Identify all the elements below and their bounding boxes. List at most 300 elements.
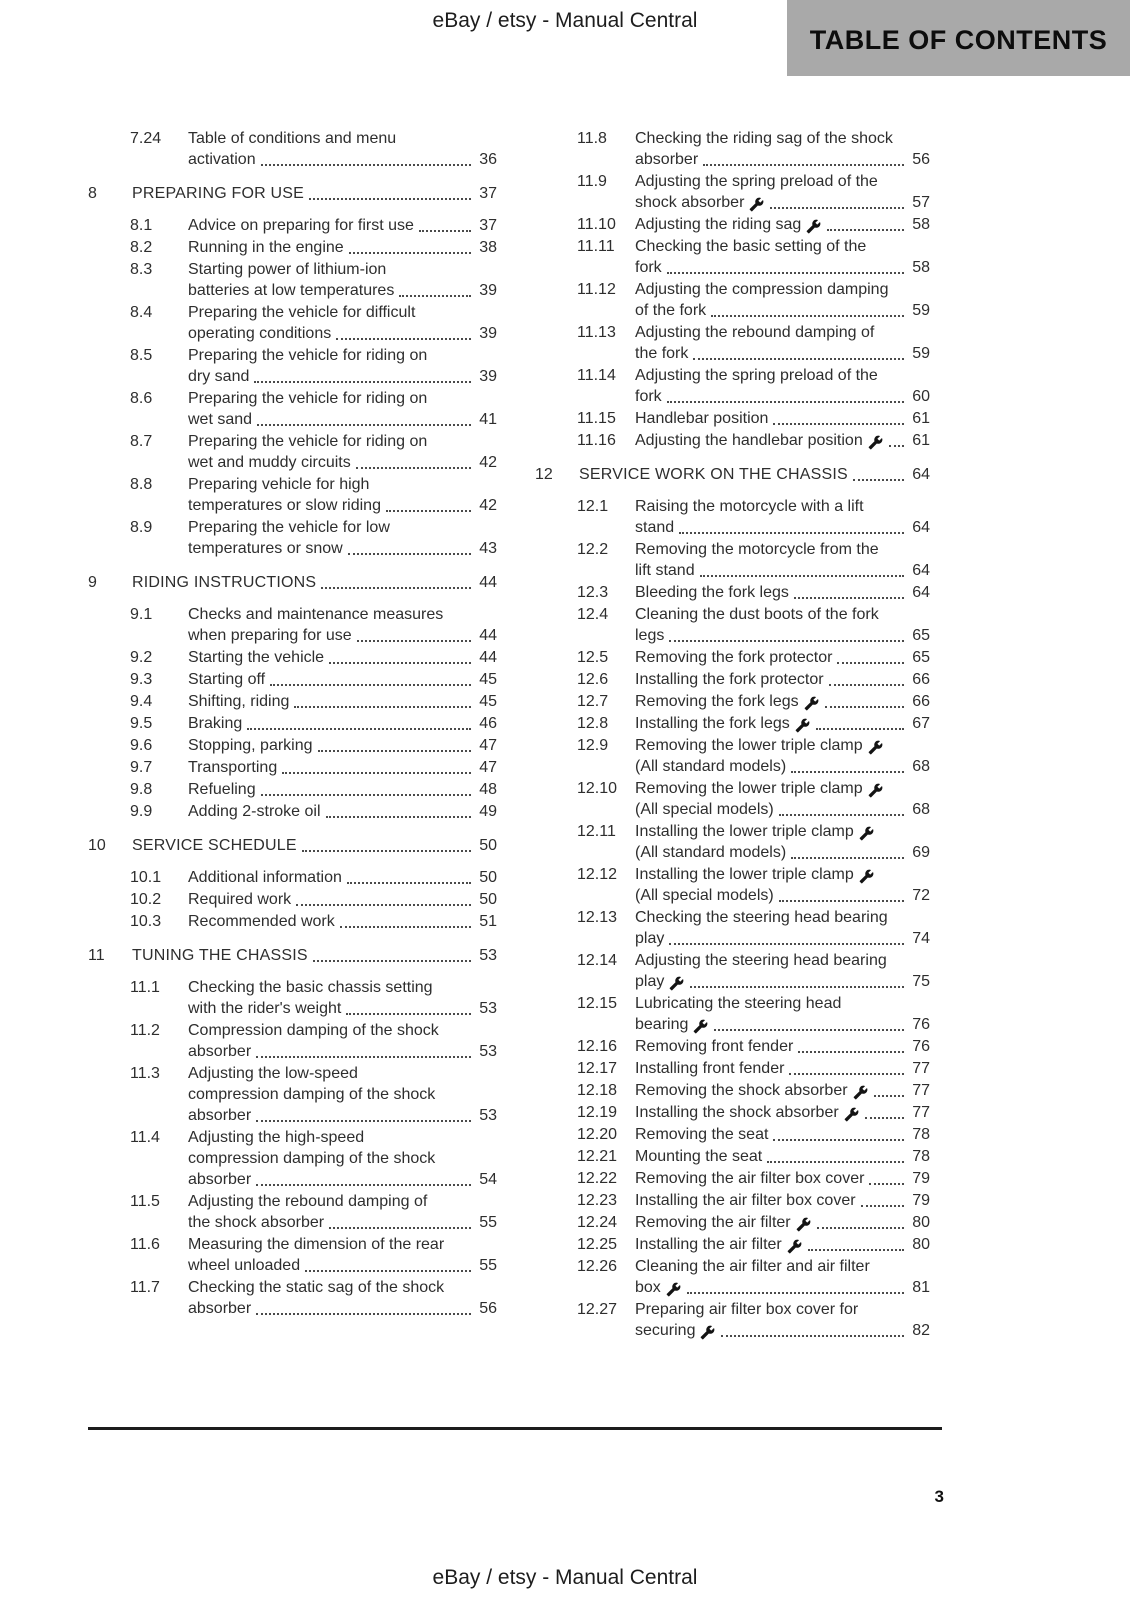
- toc-entry-title: Transporting: [188, 759, 278, 776]
- toc-entry-number: 10.2: [130, 891, 162, 908]
- toc-entry-title: Checking the basic setting of the: [635, 238, 867, 255]
- dot-leader: [669, 640, 904, 642]
- toc-entry-line: [88, 572, 497, 593]
- toc-entry-title: Removing the air filter box cover: [635, 1170, 865, 1187]
- toc-entry-line: [88, 128, 497, 149]
- toc-entry-page: 68: [912, 758, 930, 775]
- dot-leader: [679, 532, 904, 534]
- toc-entry-12.20[interactable]: [535, 1124, 930, 1145]
- dot-leader: [329, 1227, 471, 1229]
- toc-entry-line: [88, 495, 497, 516]
- toc-entry-8[interactable]: [88, 183, 497, 204]
- toc-entry-12.8[interactable]: [535, 713, 930, 734]
- toc-entry-page: 50: [479, 869, 497, 886]
- toc-entry-page: 77: [912, 1060, 930, 1077]
- toc-entry-title: the fork: [635, 345, 689, 362]
- footer-divider: [88, 1427, 942, 1430]
- toc-entry-title: the shock absorber: [188, 1214, 325, 1231]
- toc-entry-title: Adjusting the handlebar position: [635, 432, 863, 449]
- toc-entry-11.14[interactable]: [535, 365, 930, 407]
- toc-entry-number: 9.4: [130, 693, 153, 710]
- toc-entry-page: 38: [479, 239, 497, 256]
- toc-entry-title: Adjusting the riding sag: [635, 216, 802, 233]
- dot-leader: [399, 295, 471, 297]
- wrench-icon: [749, 197, 764, 212]
- toc-entry-11.6[interactable]: [88, 1234, 497, 1276]
- toc-entry-page: 47: [479, 759, 497, 776]
- toc-entry-line: [88, 1277, 497, 1298]
- toc-entry-title: Installing the shock absorber: [635, 1104, 839, 1121]
- toc-entry-line: [535, 365, 930, 386]
- toc-entry-8.6[interactable]: [88, 388, 497, 430]
- toc-entry-number: 9.6: [130, 737, 153, 754]
- toc-entry-10.2[interactable]: [88, 889, 497, 910]
- toc-entry-page: 76: [912, 1016, 930, 1033]
- toc-entry-line: [535, 1102, 930, 1123]
- toc-entry-page: 51: [479, 913, 497, 930]
- dot-leader: [667, 401, 904, 403]
- toc-entry-9.4[interactable]: [88, 691, 497, 712]
- toc-entry-8.9[interactable]: [88, 517, 497, 559]
- toc-entry-number: 10: [88, 837, 106, 854]
- toc-entry-title: Additional information: [188, 869, 342, 886]
- toc-entry-page: 58: [912, 216, 930, 233]
- toc-entry-11.3[interactable]: [88, 1063, 497, 1126]
- toc-entry-line: [88, 259, 497, 280]
- toc-entry-title: Adjusting the spring preload of the: [635, 367, 878, 384]
- toc-entry-page: 65: [912, 649, 930, 666]
- toc-entry-line: [535, 1299, 930, 1320]
- dot-leader: [386, 510, 471, 512]
- toc-entry-12.4[interactable]: [535, 604, 930, 646]
- toc-entry-number: 11.1: [130, 979, 160, 996]
- toc-entry-12.5[interactable]: [535, 647, 930, 668]
- toc-entry-9.6[interactable]: [88, 735, 497, 756]
- toc-entry-11.2[interactable]: [88, 1020, 497, 1062]
- toc-entry-title: Adjusting the low-speed: [188, 1065, 358, 1082]
- toc-entry-title: Braking: [188, 715, 243, 732]
- dot-leader: [356, 467, 471, 469]
- dot-leader: [794, 597, 904, 599]
- dot-leader: [711, 315, 904, 317]
- toc-entry-title: (All standard models): [635, 844, 787, 861]
- toc-entry-number: 10.1: [130, 869, 162, 886]
- toc-entry-title: Advice on preparing for first use: [188, 217, 414, 234]
- toc-entry-12.12[interactable]: [535, 864, 930, 906]
- toc-entry-line: [88, 388, 497, 409]
- toc-entry-page: 53: [479, 947, 497, 964]
- toc-entry-page: 68: [912, 801, 930, 818]
- toc-column-left: [88, 128, 497, 1320]
- toc-entry-8.3[interactable]: [88, 259, 497, 301]
- toc-entry-line: [535, 430, 930, 451]
- dot-leader: [767, 1161, 904, 1163]
- dot-leader: [687, 1292, 904, 1294]
- toc-entry-title: Recommended work: [188, 913, 335, 930]
- toc-entry-12.19[interactable]: [535, 1102, 930, 1123]
- toc-entry-page: 43: [479, 540, 497, 557]
- toc-entry-line: [535, 1146, 930, 1167]
- toc-entry-line: [88, 366, 497, 387]
- toc-entry-number: 11.12: [577, 281, 616, 298]
- toc-entry-title: Cleaning the dust boots of the fork: [635, 606, 879, 623]
- toc-entry-11.12[interactable]: [535, 279, 930, 321]
- toc-entry-page: 47: [479, 737, 497, 754]
- toc-entry-title: absorber: [188, 1043, 252, 1060]
- toc-entry-line: [88, 625, 497, 646]
- toc-entry-number: 11.2: [130, 1022, 160, 1039]
- toc-entry-11[interactable]: [88, 945, 497, 966]
- wrench-icon: [806, 219, 821, 234]
- dot-leader: [347, 882, 471, 884]
- toc-entry-number: 12.2: [577, 541, 609, 558]
- toc-entry-12.13[interactable]: [535, 907, 930, 949]
- toc-entry-line: [88, 647, 497, 668]
- dot-leader: [256, 1184, 471, 1186]
- toc-entry-number: 12.25: [577, 1236, 618, 1253]
- toc-entry-10.1[interactable]: [88, 867, 497, 888]
- toc-entry-title: Preparing vehicle for high: [188, 476, 370, 493]
- toc-entry-line: [535, 560, 930, 581]
- toc-entry-number: 9.1: [130, 606, 153, 623]
- toc-entry-line: [535, 756, 930, 777]
- toc-entry-title: Adding 2-stroke oil: [188, 803, 321, 820]
- toc-entry-title: Installing the fork protector: [635, 671, 824, 688]
- toc-entry-title: Removing the lower triple clamp: [635, 780, 863, 797]
- toc-entry-title: Adjusting the compression damping: [635, 281, 889, 298]
- toc-entry-line: [88, 237, 497, 258]
- dot-leader: [829, 684, 904, 686]
- dot-leader: [808, 1249, 904, 1251]
- toc-entry-number: 12.5: [577, 649, 609, 666]
- toc-entry-title: temperatures or snow: [188, 540, 343, 557]
- toc-entry-12.7[interactable]: [535, 691, 930, 712]
- toc-entry-page: 80: [912, 1214, 930, 1231]
- toc-entry-title: Checks and maintenance measures: [188, 606, 444, 623]
- toc-entry-title: (All special models): [635, 887, 774, 904]
- toc-entry-12.9[interactable]: [535, 735, 930, 777]
- toc-entry-title: Removing the fork legs: [635, 693, 799, 710]
- toc-entry-number: 12.3: [577, 584, 609, 601]
- toc-entry-title: play: [635, 930, 665, 947]
- toc-entry-number: 11.8: [577, 130, 607, 147]
- toc-entry-line: [535, 1080, 930, 1101]
- toc-entry-number: 11.3: [130, 1065, 160, 1082]
- toc-entry-8.8[interactable]: [88, 474, 497, 516]
- toc-entry-8.5[interactable]: [88, 345, 497, 387]
- toc-entry-title: Adjusting the spring preload of the: [635, 173, 878, 190]
- wrench-icon: [859, 869, 874, 884]
- toc-entry-12.27[interactable]: [535, 1299, 930, 1341]
- toc-entry-12.3[interactable]: [535, 582, 930, 603]
- toc-entry-page: 82: [912, 1322, 930, 1339]
- toc-entry-line: [535, 386, 930, 407]
- toc-entry-12.2[interactable]: [535, 539, 930, 581]
- toc-entry-page: 77: [912, 1104, 930, 1121]
- toc-entry-page: 39: [479, 282, 497, 299]
- toc-entry-title: securing: [635, 1322, 696, 1339]
- toc-entry-line: [88, 302, 497, 323]
- toc-entry-11.4[interactable]: [88, 1127, 497, 1190]
- toc-entry-page: 59: [912, 302, 930, 319]
- toc-entry-title: Shifting, riding: [188, 693, 290, 710]
- toc-entry-line: [535, 625, 930, 646]
- toc-entry-title: Removing front fender: [635, 1038, 794, 1055]
- toc-entry-12.1[interactable]: [535, 496, 930, 538]
- page-number: 3: [934, 1487, 944, 1506]
- dot-leader: [346, 1013, 471, 1015]
- toc-entry-page: 60: [912, 388, 930, 405]
- dot-leader: [779, 814, 904, 816]
- toc-entry-page: 53: [479, 1107, 497, 1124]
- toc-entry-12[interactable]: [535, 464, 930, 485]
- toc-entry-12.21[interactable]: [535, 1146, 930, 1167]
- toc-entry-10[interactable]: [88, 835, 497, 856]
- wrench-icon: [859, 826, 874, 841]
- dot-leader: [693, 358, 904, 360]
- toc-entry-page: 79: [912, 1170, 930, 1187]
- toc-entry-12.23[interactable]: [535, 1190, 930, 1211]
- toc-entry-11.7[interactable]: [88, 1277, 497, 1319]
- toc-entry-11.1[interactable]: [88, 977, 497, 1019]
- table-of-contents-banner-label: TABLE OF CONTENTS: [809, 24, 1108, 55]
- toc-entry-12.11[interactable]: [535, 821, 930, 863]
- toc-entry-title: Cleaning the air filter and air filter: [635, 1258, 870, 1275]
- toc-entry-11.11[interactable]: [535, 236, 930, 278]
- toc-entry-9.2[interactable]: [88, 647, 497, 668]
- toc-entry-title: Preparing the vehicle for low: [188, 519, 390, 536]
- toc-entry-12.16[interactable]: [535, 1036, 930, 1057]
- toc-entry-number: 10.3: [130, 913, 162, 930]
- toc-entry-page: 39: [479, 325, 497, 342]
- toc-entry-12.24[interactable]: [535, 1212, 930, 1233]
- toc-entry-11.8[interactable]: [535, 128, 930, 170]
- toc-entry-page: 74: [912, 930, 930, 947]
- toc-entry-line: [535, 408, 930, 429]
- toc-entry-title: Preparing the vehicle for riding on: [188, 390, 428, 407]
- toc-entry-line: [88, 1105, 497, 1126]
- dot-leader: [419, 230, 471, 232]
- toc-entry-line: [88, 1191, 497, 1212]
- toc-entry-9.1[interactable]: [88, 604, 497, 646]
- toc-entry-12.15[interactable]: [535, 993, 930, 1035]
- dot-leader: [256, 1313, 471, 1315]
- toc-entry-line: [88, 1127, 497, 1148]
- toc-entry-8.7[interactable]: [88, 431, 497, 473]
- toc-entry-line: [535, 582, 930, 603]
- toc-entry-page: 69: [912, 844, 930, 861]
- toc-entry-9.7[interactable]: [88, 757, 497, 778]
- wrench-icon: [795, 718, 810, 733]
- toc-entry-title: compression damping of the shock: [188, 1150, 436, 1167]
- toc-entry-title: box: [635, 1279, 661, 1296]
- toc-entry-number: 8: [88, 185, 97, 202]
- dot-leader: [825, 706, 904, 708]
- toc-entry-title: Measuring the dimension of the rear: [188, 1236, 445, 1253]
- toc-entry-8.4[interactable]: [88, 302, 497, 344]
- toc-entry-line: [535, 128, 930, 149]
- dot-leader: [700, 575, 904, 577]
- toc-entry-number: 12.27: [577, 1301, 618, 1318]
- toc-entry-title: Removing the lower triple clamp: [635, 737, 863, 754]
- toc-entry-page: 80: [912, 1236, 930, 1253]
- dot-leader: [305, 1270, 471, 1272]
- toc-entry-title: Starting the vehicle: [188, 649, 325, 666]
- toc-entry-11.16[interactable]: [535, 430, 930, 451]
- toc-entry-line: [535, 907, 930, 928]
- toc-entry-11.13[interactable]: [535, 322, 930, 364]
- toc-entry-line: [535, 971, 930, 992]
- toc-entry-number: 12.10: [577, 780, 618, 797]
- toc-entry-number: 9.7: [130, 759, 153, 776]
- toc-entry-number: 7.24: [130, 130, 162, 147]
- toc-entry-title: batteries at low temperatures: [188, 282, 395, 299]
- toc-entry-title: Bleeding the fork legs: [635, 584, 789, 601]
- toc-entry-line: [535, 1212, 930, 1233]
- toc-entry-title: Checking the steering head bearing: [635, 909, 888, 926]
- toc-entry-line: [535, 496, 930, 517]
- toc-entry-number: 11.4: [130, 1129, 160, 1146]
- toc-entry-11.5[interactable]: [88, 1191, 497, 1233]
- dot-leader: [669, 943, 904, 945]
- dot-leader: [282, 772, 471, 774]
- toc-entry-number: 12.19: [577, 1104, 618, 1121]
- toc-entry-title: fork: [635, 388, 662, 405]
- toc-entry-line: [88, 1148, 497, 1169]
- toc-entry-page: 64: [912, 519, 930, 536]
- toc-entry-number: 8.7: [130, 433, 153, 450]
- toc-entry-title: dry sand: [188, 368, 250, 385]
- toc-entry-12.10[interactable]: [535, 778, 930, 820]
- toc-column-right: [535, 128, 930, 1342]
- toc-entry-9.8[interactable]: [88, 779, 497, 800]
- toc-entry-10.3[interactable]: [88, 911, 497, 932]
- toc-entry-12.17[interactable]: [535, 1058, 930, 1079]
- toc-entry-line: [88, 691, 497, 712]
- toc-entry-9.5[interactable]: [88, 713, 497, 734]
- wrench-icon: [804, 696, 819, 711]
- dot-leader: [329, 662, 471, 664]
- toc-entry-line: [535, 1320, 930, 1341]
- toc-entry-number: 11.7: [130, 1279, 160, 1296]
- toc-entry-line: [535, 669, 930, 690]
- toc-entry-11.9[interactable]: [535, 171, 930, 213]
- toc-entry-page: 67: [912, 715, 930, 732]
- toc-entry-line: [88, 517, 497, 538]
- toc-entry-title: compression damping of the shock: [188, 1086, 436, 1103]
- toc-entry-page: 61: [912, 432, 930, 449]
- table-of-contents-banner: [787, 0, 1130, 76]
- dot-leader: [791, 771, 904, 773]
- toc-entry-title: Adjusting the rebound damping of: [635, 324, 875, 341]
- toc-entry-line: [535, 464, 930, 485]
- toc-entry-title: legs: [635, 627, 665, 644]
- dot-leader: [321, 587, 471, 589]
- toc-entry-number: 12.17: [577, 1060, 618, 1077]
- toc-entry-title: Refueling: [188, 781, 256, 798]
- toc-entry-title: Mounting the seat: [635, 1148, 763, 1165]
- toc-entry-number: 12.9: [577, 737, 609, 754]
- toc-entry-title: Compression damping of the shock: [188, 1022, 439, 1039]
- toc-entry-page: 44: [479, 627, 497, 644]
- toc-entry-line: [88, 1169, 497, 1190]
- wrench-icon: [796, 1217, 811, 1232]
- toc-entry-9.3[interactable]: [88, 669, 497, 690]
- toc-entry-page: 61: [912, 410, 930, 427]
- toc-entry-12.18[interactable]: [535, 1080, 930, 1101]
- toc-entry-number: 11.16: [577, 432, 616, 449]
- dot-leader: [296, 904, 471, 906]
- dot-leader: [861, 1205, 904, 1207]
- toc-entry-title: absorber: [188, 1300, 252, 1317]
- toc-entry-number: 8.4: [130, 304, 153, 321]
- dot-leader: [837, 662, 904, 664]
- toc-entry-number: 12.26: [577, 1258, 618, 1275]
- toc-entry-number: 12.4: [577, 606, 609, 623]
- toc-entry-8.1[interactable]: [88, 215, 497, 236]
- toc-entry-page: 65: [912, 627, 930, 644]
- toc-entry-line: [535, 1036, 930, 1057]
- toc-entry-title: shock absorber: [635, 194, 745, 211]
- toc-entry-12.22[interactable]: [535, 1168, 930, 1189]
- toc-entry-line: [88, 779, 497, 800]
- toc-entry-9[interactable]: [88, 572, 497, 593]
- toc-entry-number: 12.12: [577, 866, 618, 883]
- toc-entry-11.10[interactable]: [535, 214, 930, 235]
- toc-entry-9.9[interactable]: [88, 801, 497, 822]
- toc-entry-title: when preparing for use: [188, 627, 352, 644]
- toc-entry-12.25[interactable]: [535, 1234, 930, 1255]
- toc-entry-line: [535, 864, 930, 885]
- toc-entry-line: [88, 323, 497, 344]
- toc-entry-title: activation: [188, 151, 256, 168]
- toc-entry-page: 54: [479, 1171, 497, 1188]
- toc-entry-number: 9.9: [130, 803, 153, 820]
- toc-entry-7.24[interactable]: [88, 128, 497, 170]
- toc-entry-page: 44: [479, 574, 497, 591]
- toc-entry-page: 39: [479, 368, 497, 385]
- toc-entry-12.6[interactable]: [535, 669, 930, 690]
- toc-entry-line: [88, 889, 497, 910]
- toc-entry-page: 44: [479, 649, 497, 666]
- toc-entry-page: 49: [479, 803, 497, 820]
- toc-entry-number: 11.6: [130, 1236, 160, 1253]
- dot-leader: [318, 750, 471, 752]
- toc-entry-line: [535, 885, 930, 906]
- toc-entry-11.15[interactable]: [535, 408, 930, 429]
- toc-entry-number: 12: [535, 466, 553, 483]
- wrench-icon: [868, 435, 883, 450]
- toc-entry-page: 64: [912, 466, 930, 483]
- header-doc-title: eBay / etsy - Manual Central: [432, 9, 698, 32]
- toc-entry-line: [535, 517, 930, 538]
- toc-entry-line: [535, 257, 930, 278]
- toc-entry-line: [88, 280, 497, 301]
- toc-entry-8.2[interactable]: [88, 237, 497, 258]
- toc-entry-title: Preparing air filter box cover for: [635, 1301, 859, 1318]
- toc-entry-line: [88, 1063, 497, 1084]
- toc-entry-title: Removing the fork protector: [635, 649, 833, 666]
- toc-entry-12.14[interactable]: [535, 950, 930, 992]
- toc-entry-number: 9.5: [130, 715, 153, 732]
- toc-entry-title: Adjusting the steering head bearing: [635, 952, 887, 969]
- toc-entry-12.26[interactable]: [535, 1256, 930, 1298]
- toc-entry-line: [88, 801, 497, 822]
- toc-entry-title: absorber: [188, 1107, 252, 1124]
- toc-entry-line: [535, 300, 930, 321]
- toc-entry-title: Checking the riding sag of the shock: [635, 130, 893, 147]
- toc-entry-number: 8.3: [130, 261, 153, 278]
